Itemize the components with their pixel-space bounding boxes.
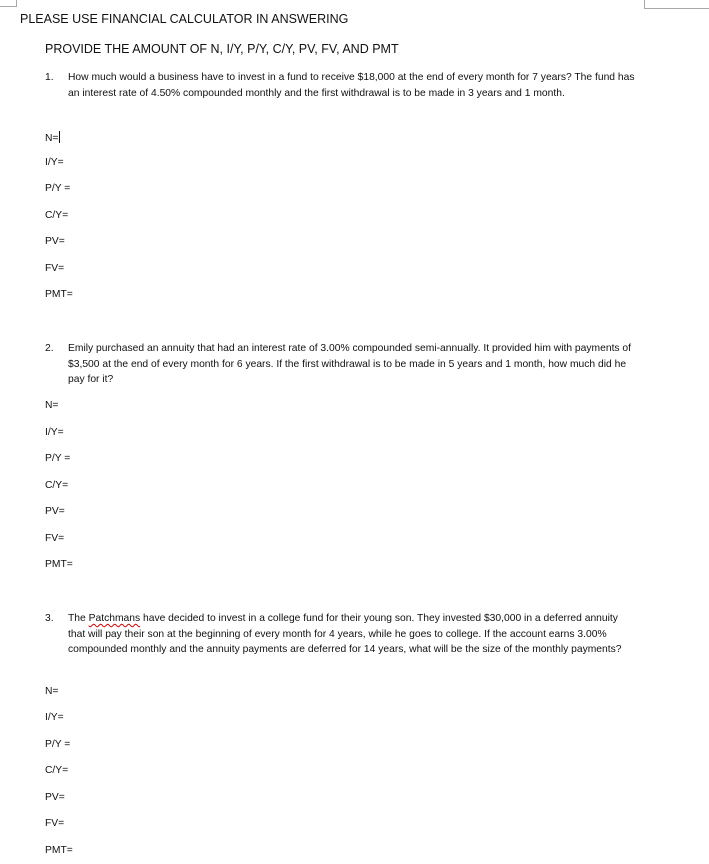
page-corner-mark-right [644,0,709,9]
question-text: How much would a business have to invest in a fund to receive $18,000 at the end of every month for 7 years? The fund has an interest rate of 4.50% compounded monthly and the first withdrawal is to be made in 3 years and 1 month. [68,72,635,99]
answer-field-cy[interactable]: C/Y= [45,480,69,491]
question-2 [45,341,635,388]
answer-field-cy[interactable]: C/Y= [45,765,69,776]
answer-field-pmt[interactable]: PMT= [45,289,73,300]
page-corner-mark-left [0,0,17,7]
field-label: N= [45,133,59,144]
answer-field-pv[interactable]: PV= [45,792,65,803]
question-number: 3. [45,613,54,624]
text-cursor [59,131,60,143]
answer-field-fv[interactable]: FV= [45,818,65,829]
answer-field-py[interactable]: P/Y = [45,453,71,464]
instruction-line: PROVIDE THE AMOUNT OF N, I/Y, P/Y, C/Y, PV, FV, AND PMT [45,42,399,56]
answer-field-iy[interactable]: I/Y= [45,427,64,438]
answer-field-fv[interactable]: FV= [45,263,65,274]
question-text: The Patchmans have decided to invest in a college fund for their young son. They invested $30,000 in a deferred annuity that will pay their son at the beginning of every month for 4 years, while he goes to college. If the account earns 3.00% compounded monthly and the annuity payments are deferred for 14 years, what will be the size of the monthly payments? [68,613,622,656]
answer-field-fv[interactable]: FV= [45,533,65,544]
document-title: PLEASE USE FINANCIAL CALCULATOR IN ANSWERING [20,12,349,26]
answer-field-cy[interactable]: C/Y= [45,210,69,221]
question-text: Emily purchased an annuity that had an interest rate of 3.00% compounded semi-annually. It provided him with payments of $3,500 at the end of every month for 6 years. If the first withdrawal is to be made in 5 years and 1 month, how much did he pay for it? [68,343,632,386]
question-number: 2. [45,343,54,354]
question-1 [45,70,635,101]
answer-field-py[interactable]: P/Y = [45,739,71,750]
answer-field-n[interactable] [45,131,60,144]
answer-field-n[interactable]: N= [45,400,59,411]
spellcheck-flagged-word[interactable]: Patchmans [88,613,141,624]
answer-field-pmt[interactable]: PMT= [45,845,73,856]
answer-field-pv[interactable]: PV= [45,506,65,517]
answer-field-pv[interactable]: PV= [45,236,65,247]
question-number: 1. [45,72,54,83]
answer-field-iy[interactable]: I/Y= [45,712,64,723]
answer-field-n[interactable]: N= [45,686,59,697]
answer-field-py[interactable]: P/Y = [45,183,71,194]
question-3 [45,611,635,658]
answer-field-iy[interactable]: I/Y= [45,157,64,168]
answer-field-pmt[interactable]: PMT= [45,559,73,570]
